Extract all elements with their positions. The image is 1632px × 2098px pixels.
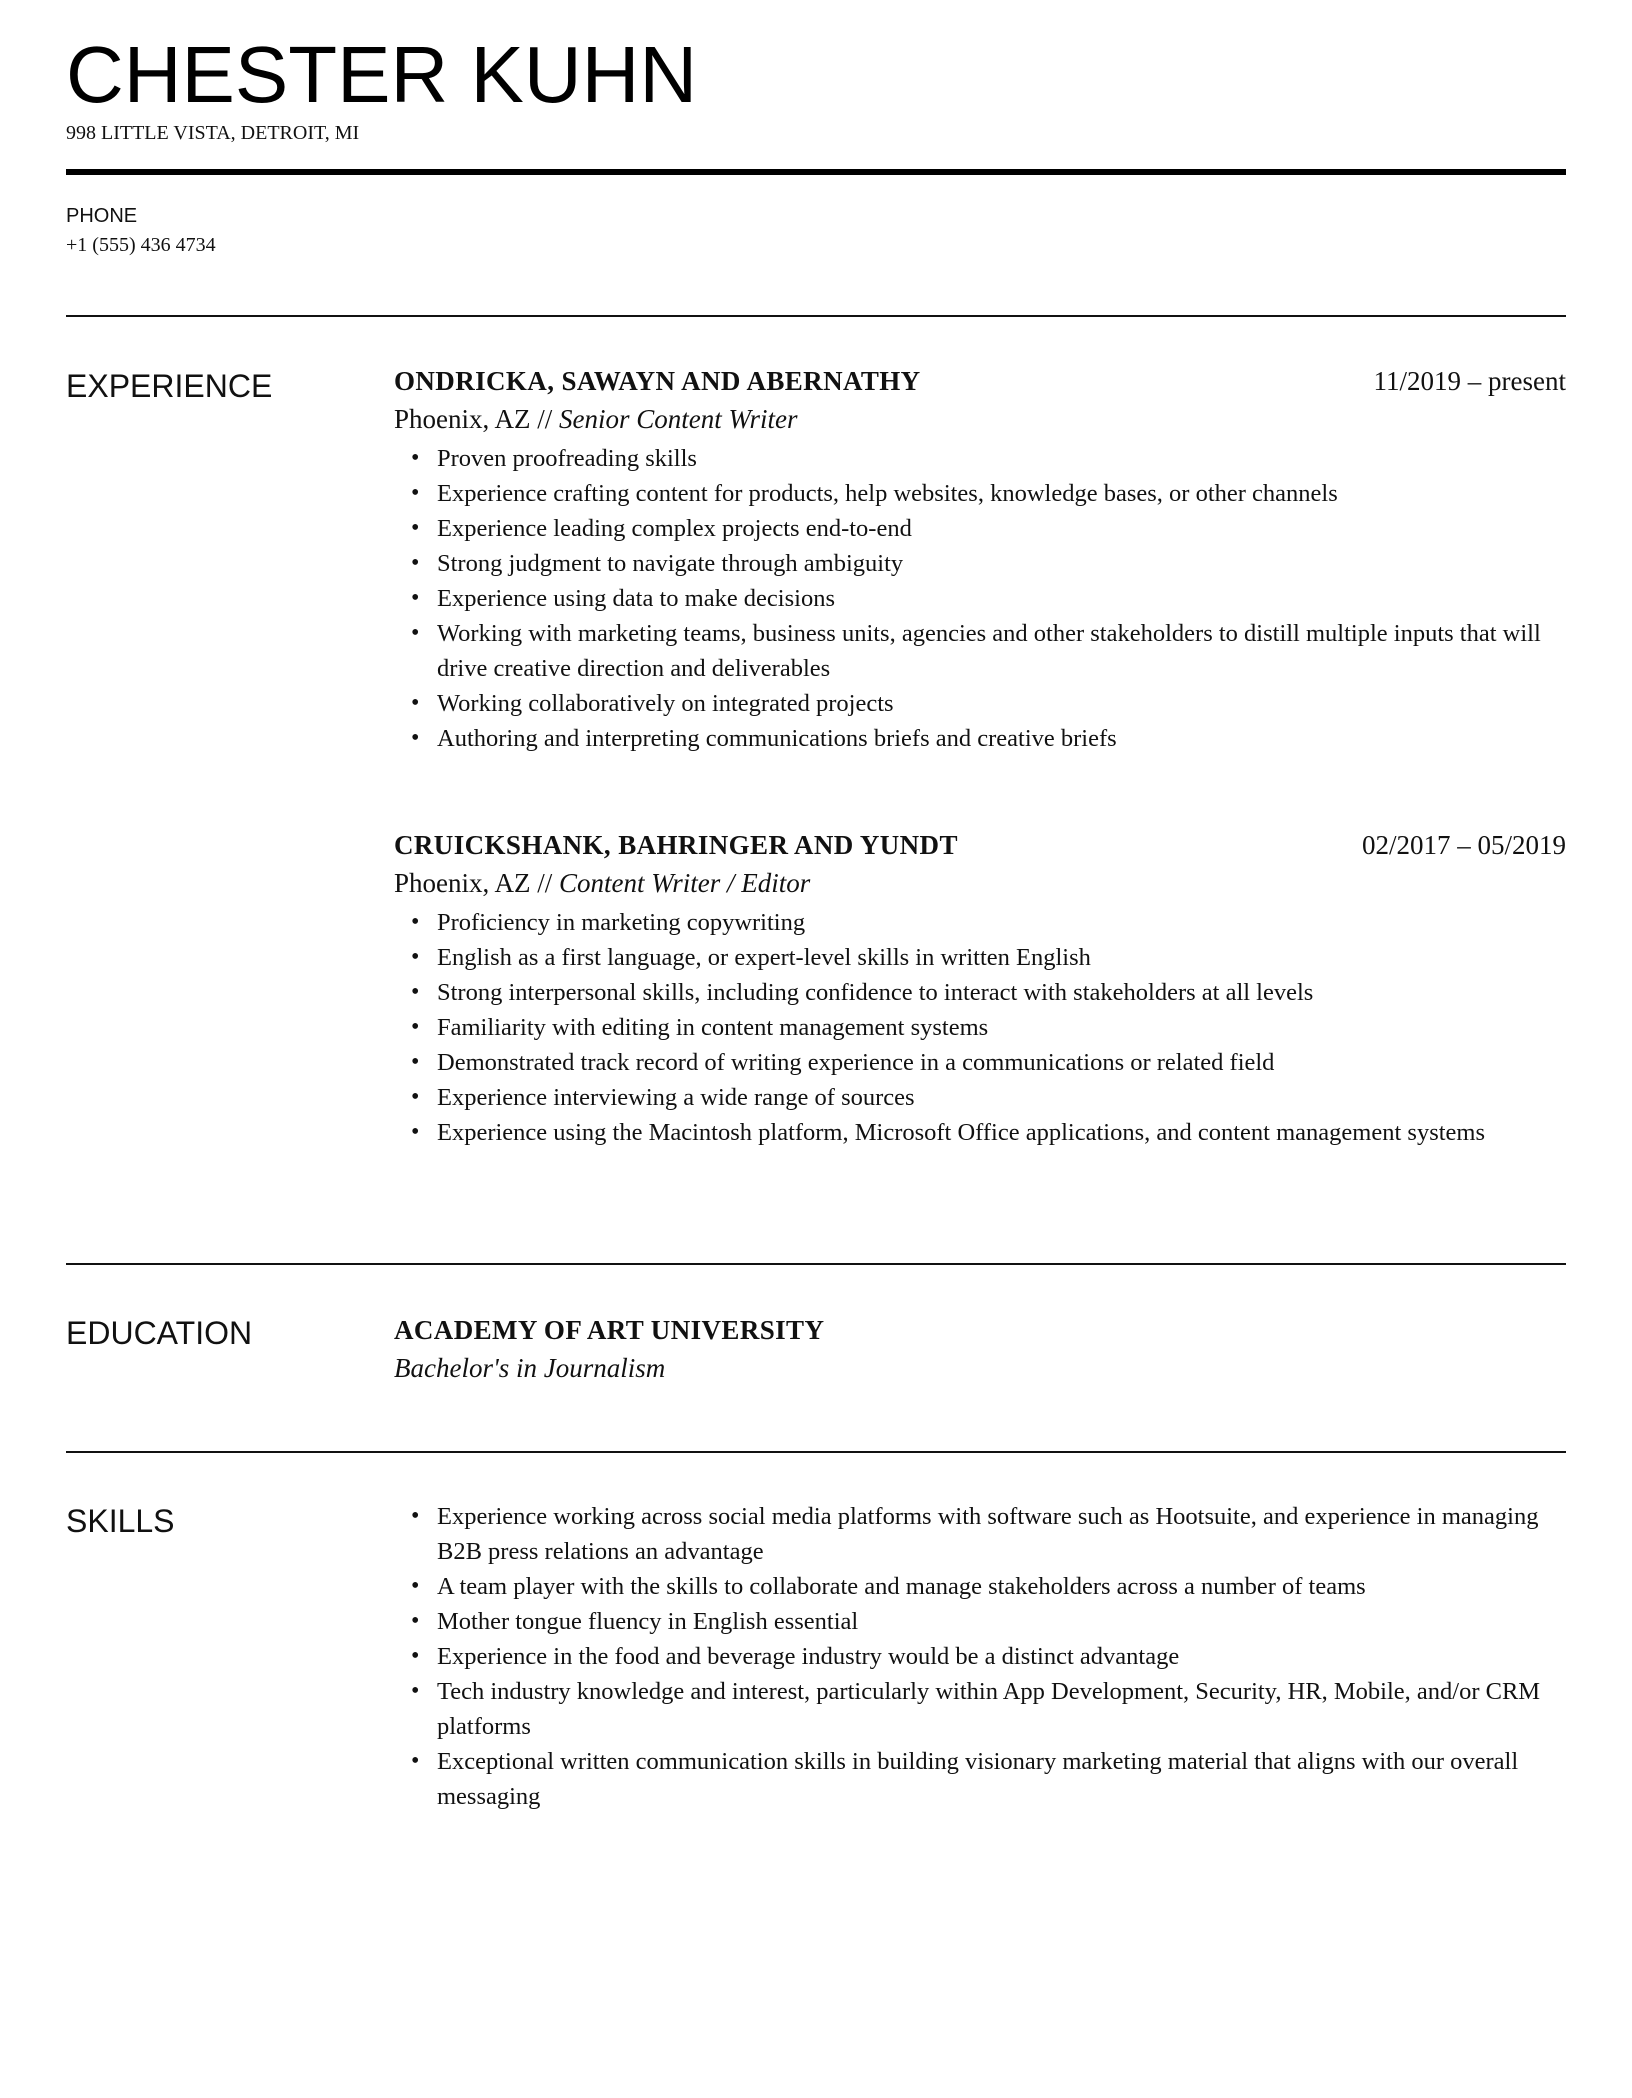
job-location: Phoenix, AZ //: [394, 868, 553, 898]
phone-number: +1 (555) 436 4734: [66, 234, 216, 256]
list-item: • Working collaboratively on integrated projects: [394, 686, 1566, 721]
experience-entries: [394, 363, 1566, 756]
list-item: • Experience working across social media platforms with software such as Hootsuite, and experience in managing B2B press relations an advantage: [394, 1499, 1566, 1569]
section-divider: [66, 1451, 1566, 1453]
list-item: • Experience using the Macintosh platform, Microsoft Office applications, and content management systems: [394, 1115, 1566, 1150]
list-item: • Experience interviewing a wide range of sources: [394, 1080, 1566, 1115]
education-entry: [394, 1312, 1566, 1388]
job-title: Senior Content Writer: [559, 404, 798, 434]
list-item: • Experience using data to make decisions: [394, 581, 1566, 616]
education-heading: EDUCATION: [66, 1315, 253, 1351]
skills-list-container: [394, 1497, 1566, 1814]
candidate-name: CHESTER KUHN: [66, 30, 698, 119]
list-item: • Experience crafting content for products, help websites, knowledge bases, or other channels: [394, 476, 1566, 511]
list-item: • Proven proofreading skills: [394, 441, 1566, 476]
section-divider: [66, 315, 1566, 317]
list-item: • Exceptional written communication skills in building visionary marketing material that aligns with our overall messaging: [394, 1744, 1566, 1814]
skills-list: [394, 1499, 1566, 1814]
degree: Bachelor's in Journalism: [394, 1353, 666, 1383]
job-dates: 02/2017 – 05/2019: [1361, 830, 1566, 860]
job-entry: [394, 363, 1566, 756]
list-item: • Experience leading complex projects end-to-end: [394, 511, 1566, 546]
job-entry: [394, 827, 1566, 1150]
job-location: Phoenix, AZ //: [394, 404, 553, 434]
list-item: • Demonstrated track record of writing experience in a communications or related field: [394, 1045, 1566, 1080]
section-divider: [66, 1263, 1566, 1265]
company-name: ONDRICKA, SAWAYN AND ABERNATHY: [394, 366, 921, 396]
candidate-address: 998 LITTLE VISTA, DETROIT, MI: [66, 122, 360, 144]
header-divider: [66, 169, 1566, 175]
job-bullets: [394, 441, 1566, 756]
job-dates: 11/2019 – present: [1373, 366, 1566, 396]
job-header: [394, 363, 1566, 399]
list-item: • Tech industry knowledge and interest, particularly within App Development, Security, HR, Mobile, and/or CRM platforms: [394, 1674, 1566, 1744]
job-bullets: [394, 905, 1566, 1150]
list-item: • Strong interpersonal skills, including confidence to interact with stakeholders at all levels: [394, 975, 1566, 1010]
list-item: • Familiarity with editing in content management systems: [394, 1010, 1566, 1045]
company-name: CRUICKSHANK, BAHRINGER AND YUNDT: [394, 830, 958, 860]
job-subline: [394, 863, 1566, 903]
job-subline: [394, 399, 1566, 439]
list-item: • English as a first language, or expert-level skills in written English: [394, 940, 1566, 975]
experience-heading: EXPERIENCE: [66, 368, 273, 404]
phone-label: PHONE: [66, 205, 138, 227]
list-item: • Experience in the food and beverage industry would be a distinct advantage: [394, 1639, 1566, 1674]
school-name: ACADEMY OF ART UNIVERSITY: [394, 1315, 825, 1345]
list-item: • A team player with the skills to collaborate and manage stakeholders across a number of teams: [394, 1569, 1566, 1604]
experience-entries-2: [394, 827, 1566, 1150]
list-item: • Mother tongue fluency in English essential: [394, 1604, 1566, 1639]
list-item: • Strong judgment to navigate through ambiguity: [394, 546, 1566, 581]
job-title: Content Writer / Editor: [559, 868, 811, 898]
job-header: [394, 827, 1566, 863]
list-item: • Working with marketing teams, business units, agencies and other stakeholders to distill multiple inputs that will drive creative direction and deliverables: [394, 616, 1566, 686]
list-item: • Proficiency in marketing copywriting: [394, 905, 1566, 940]
list-item: • Authoring and interpreting communications briefs and creative briefs: [394, 721, 1566, 756]
skills-heading: SKILLS: [66, 1503, 175, 1539]
